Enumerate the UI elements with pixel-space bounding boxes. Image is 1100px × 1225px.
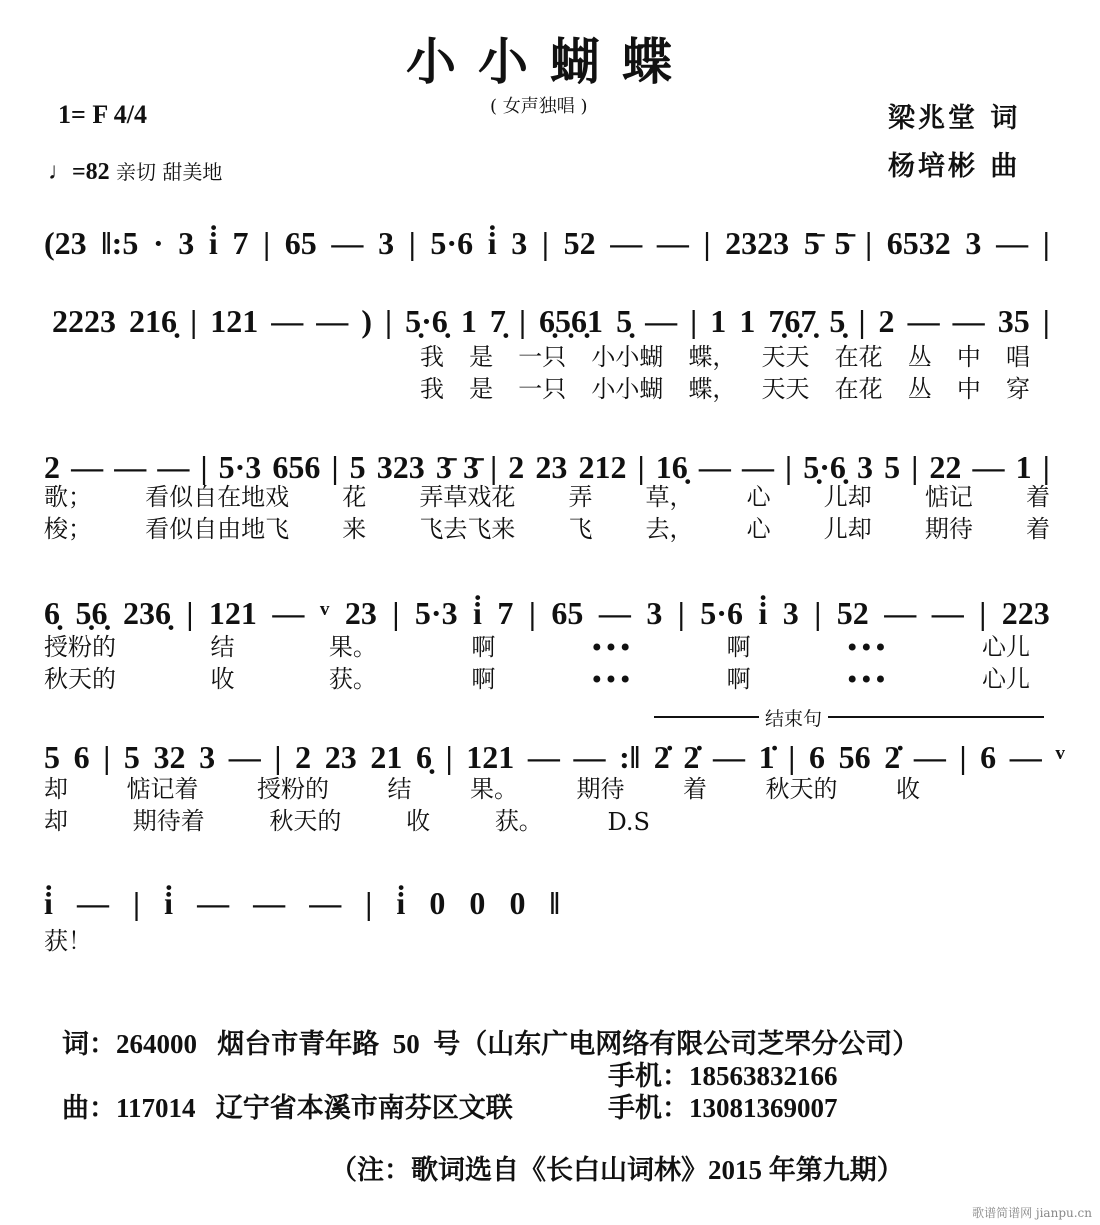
note: 21 bbox=[370, 739, 403, 775]
note: 6̣ bbox=[415, 739, 432, 775]
lyric-syllable: 丛 bbox=[907, 343, 932, 371]
note: | bbox=[365, 885, 373, 921]
note: 2323 bbox=[725, 225, 790, 261]
note: 3 bbox=[782, 595, 799, 631]
note: 223 bbox=[1001, 595, 1050, 631]
note: | bbox=[785, 449, 793, 485]
note: 5 bbox=[123, 739, 140, 775]
performance-type: ( 女声独唱 ) bbox=[490, 96, 588, 117]
note: | bbox=[637, 449, 645, 485]
note: 3̄ bbox=[435, 449, 452, 485]
quarter-note-icon: ♩ bbox=[48, 159, 72, 185]
note: 5 bbox=[884, 449, 901, 485]
lyric-syllable: 飞去飞来 bbox=[419, 515, 516, 543]
note: — bbox=[972, 449, 1005, 485]
lyricist-credit: 梁兆堂 词 bbox=[888, 103, 1021, 134]
note: i̇ bbox=[487, 225, 497, 261]
note: — bbox=[698, 449, 731, 485]
lyric-syllable: 啊 bbox=[726, 665, 751, 693]
note: 6 bbox=[980, 739, 997, 775]
note: 2̇ bbox=[683, 739, 700, 775]
note: 0 bbox=[429, 885, 446, 921]
note: 7̣6̣7̣ bbox=[768, 303, 817, 339]
lyric-syllable: 小小蝴 bbox=[591, 375, 664, 403]
lyric-syllable: 期待 bbox=[924, 515, 973, 543]
lyric-syllable: 获。 bbox=[494, 807, 543, 835]
lyric-syllable: 获。 bbox=[328, 665, 377, 693]
note: 2 bbox=[44, 449, 60, 485]
lyric-syllable: 我 bbox=[420, 375, 444, 403]
tempo-value: =82 bbox=[72, 159, 110, 185]
watermark: 歌谱简谱网 jianpu.cn bbox=[972, 1206, 1092, 1220]
lyrics-verse-1 bbox=[44, 926, 90, 956]
note: — bbox=[1009, 739, 1042, 775]
lyric-syllable: 穿 bbox=[1005, 375, 1030, 403]
lyric-syllable: 果。 bbox=[470, 775, 518, 803]
lyric-syllable: 弄 bbox=[568, 483, 593, 511]
note: — bbox=[573, 739, 606, 775]
note: | bbox=[911, 449, 919, 485]
lyric-syllable: 我 bbox=[420, 343, 444, 371]
note: | bbox=[385, 303, 393, 339]
note: ‖:5 bbox=[101, 225, 139, 261]
lyric-syllable: 收 bbox=[406, 807, 431, 835]
note: 52 bbox=[563, 225, 596, 261]
note: 121 bbox=[208, 595, 257, 631]
note: (23 bbox=[44, 225, 87, 261]
note: | bbox=[858, 303, 866, 339]
note: — bbox=[331, 225, 364, 261]
note: | bbox=[392, 595, 400, 631]
lyric-syllable: 着 bbox=[1025, 483, 1050, 511]
lyric-syllable: 歌； bbox=[44, 483, 92, 511]
note: | bbox=[445, 739, 453, 775]
lyric-syllable: 获！ bbox=[44, 927, 92, 955]
note: 5̄ bbox=[803, 225, 820, 261]
lyric-syllable: ••• bbox=[845, 666, 888, 694]
note: 0 bbox=[469, 885, 486, 921]
note: i̇ bbox=[44, 885, 53, 921]
note: ‖ bbox=[549, 885, 560, 921]
note: — bbox=[309, 885, 342, 921]
note: 6 bbox=[73, 739, 90, 775]
note: | bbox=[1042, 225, 1050, 261]
note: | bbox=[541, 225, 549, 261]
note: | bbox=[490, 449, 498, 485]
note: 6 bbox=[808, 739, 825, 775]
lyric-syllable: ••• bbox=[845, 634, 888, 662]
song-title: 小小蝴蝶 bbox=[406, 32, 694, 91]
composer-address: 曲：117014 辽宁省本溪市南芬区文联 bbox=[62, 1093, 513, 1123]
lyric-syllable: 秋天的 bbox=[269, 807, 342, 835]
lyric-syllable: 儿却 bbox=[823, 515, 872, 543]
note: 121 bbox=[210, 303, 259, 339]
note: 121 bbox=[466, 739, 515, 775]
note: ᵛ bbox=[319, 595, 330, 631]
note: 3 bbox=[965, 225, 982, 261]
note: 5̣·6̣ bbox=[405, 303, 448, 339]
note: — bbox=[741, 449, 774, 485]
note: 5 bbox=[44, 739, 60, 775]
note: — bbox=[71, 449, 104, 485]
note: 2223 bbox=[52, 303, 116, 339]
lyrics-verse-1 bbox=[44, 774, 920, 804]
note: 2 bbox=[508, 449, 525, 485]
lyrics-verse-2 bbox=[44, 514, 1050, 544]
note: 3 bbox=[199, 739, 216, 775]
note: 656 bbox=[272, 449, 321, 485]
key-signature: 1= F 4/4 bbox=[58, 100, 147, 129]
notation-line-4 bbox=[44, 592, 1050, 632]
note: 52 bbox=[836, 595, 869, 631]
note: — bbox=[713, 739, 746, 775]
note: 7̣ bbox=[489, 303, 506, 339]
notation-line-6 bbox=[44, 882, 560, 922]
note: | bbox=[200, 449, 208, 485]
lyric-syllable: 是 bbox=[469, 375, 494, 403]
lyric-syllable: 在花 bbox=[834, 343, 883, 371]
note: 1 bbox=[460, 303, 477, 339]
note: i̇ bbox=[208, 225, 218, 261]
lyric-syllable: 中 bbox=[956, 343, 981, 371]
note: | bbox=[959, 739, 967, 775]
note: 6532 bbox=[886, 225, 951, 261]
note: 3 bbox=[378, 225, 395, 261]
lyric-syllable: 却 bbox=[44, 807, 68, 835]
note: 35 bbox=[997, 303, 1030, 339]
lyric-syllable: 看似自在地戏 bbox=[145, 483, 290, 511]
note: | bbox=[274, 739, 282, 775]
note: — bbox=[645, 303, 678, 339]
note: 3 bbox=[646, 595, 663, 631]
note: :‖ bbox=[619, 739, 641, 775]
lyric-syllable: 唱 bbox=[1005, 343, 1030, 371]
lyric-syllable: 飞 bbox=[568, 515, 593, 543]
lyric-syllable: 一只 bbox=[518, 375, 567, 403]
lyric-syllable: 着 bbox=[683, 775, 707, 803]
lyric-syllable: 心儿 bbox=[982, 665, 1030, 693]
lyric-syllable: 秋天的 bbox=[44, 665, 116, 693]
lyrics-verse-2 bbox=[44, 664, 1030, 694]
note: | bbox=[1042, 449, 1050, 485]
note: 5̣ bbox=[616, 303, 633, 339]
lyric-syllable: 啊 bbox=[471, 665, 496, 693]
notation-line-1 bbox=[44, 222, 1050, 262]
note: — bbox=[272, 595, 305, 631]
lyric-syllable: 惦记 bbox=[924, 483, 973, 511]
note: | bbox=[408, 225, 416, 261]
note: 3 bbox=[178, 225, 195, 261]
lyrics-verse-2 bbox=[44, 806, 650, 836]
lyric-syllable: 授粉的 bbox=[44, 633, 116, 661]
lyric-syllable: ••• bbox=[589, 634, 633, 662]
note: | bbox=[528, 595, 536, 631]
note: — bbox=[114, 449, 147, 485]
note: — bbox=[253, 885, 286, 921]
lyric-syllable: 期待 bbox=[576, 775, 625, 803]
lyricist-phone: 手机：18563832166 bbox=[608, 1061, 838, 1091]
note: — bbox=[228, 739, 261, 775]
lyric-syllable: 结 bbox=[387, 775, 412, 803]
note: ) bbox=[361, 303, 372, 339]
notation-line-2 bbox=[52, 300, 1050, 340]
lyric-syllable: 小小蝴 bbox=[591, 343, 664, 371]
note: 5 bbox=[349, 449, 366, 485]
lyrics-verse-1 bbox=[44, 632, 1030, 662]
note: | bbox=[865, 225, 873, 261]
note: 23 bbox=[344, 595, 377, 631]
lyric-syllable: 收 bbox=[210, 665, 235, 693]
lyric-syllable: 天天 bbox=[761, 343, 810, 371]
note: | bbox=[814, 595, 822, 631]
note: — bbox=[656, 225, 689, 261]
note: 3 bbox=[856, 449, 873, 485]
note: ᵛ bbox=[1055, 739, 1065, 775]
note: — bbox=[197, 885, 230, 921]
expression-mark: 亲切 甜美地 bbox=[116, 160, 223, 184]
lyric-syllable: 授粉的 bbox=[257, 775, 329, 803]
lyric-syllable: 啊 bbox=[726, 633, 751, 661]
note: | bbox=[190, 303, 198, 339]
note: 23 bbox=[324, 739, 357, 775]
lyric-syllable: 结 bbox=[210, 633, 235, 661]
note: 2̇ bbox=[884, 739, 901, 775]
note: | bbox=[186, 595, 194, 631]
note: 23 bbox=[535, 449, 568, 485]
note: 3̄ bbox=[462, 449, 479, 485]
note: 236̣ bbox=[122, 595, 171, 631]
note: 1 bbox=[1015, 449, 1032, 485]
lyric-syllable: ••• bbox=[589, 666, 633, 694]
note: 216̣ bbox=[129, 303, 178, 339]
note: — bbox=[271, 303, 304, 339]
note: 5·6 bbox=[700, 595, 743, 631]
lyric-syllable: 去， bbox=[645, 515, 694, 543]
note: 65 bbox=[551, 595, 584, 631]
lyric-syllable: 来 bbox=[342, 515, 367, 543]
lyric-syllable: 看似自由地飞 bbox=[145, 515, 290, 543]
note: 6̣ bbox=[44, 595, 60, 631]
note: — bbox=[996, 225, 1029, 261]
note: i̇ bbox=[164, 885, 174, 921]
note: 5̄ bbox=[834, 225, 851, 261]
note: 3 bbox=[511, 225, 528, 261]
note: i̇ bbox=[758, 595, 768, 631]
note: 5·3 bbox=[218, 449, 262, 485]
note: 5̣·6̣ bbox=[803, 449, 846, 485]
note: | bbox=[103, 739, 111, 775]
note: | bbox=[703, 225, 711, 261]
tempo bbox=[48, 156, 222, 186]
note: | bbox=[518, 303, 526, 339]
note: 5̣6̣ bbox=[75, 595, 108, 631]
lyric-syllable: 秋天的 bbox=[765, 775, 838, 803]
lyric-syllable: 一只 bbox=[518, 343, 567, 371]
note: 0 bbox=[509, 885, 526, 921]
note: | bbox=[1042, 303, 1050, 339]
note: — bbox=[952, 303, 985, 339]
lyric-syllable: 丛 bbox=[907, 375, 932, 403]
lyric-syllable: 天天 bbox=[761, 375, 810, 403]
lyric-syllable: 中 bbox=[956, 375, 981, 403]
lyric-syllable: 儿却 bbox=[823, 483, 872, 511]
lyric-syllable: 啊 bbox=[471, 633, 496, 661]
note: | bbox=[331, 449, 339, 485]
note: 7 bbox=[232, 225, 249, 261]
note: 32 bbox=[153, 739, 186, 775]
note: 1 bbox=[739, 303, 756, 339]
note: 1 bbox=[710, 303, 727, 339]
note: i̇ bbox=[473, 595, 482, 631]
note: — bbox=[931, 595, 964, 631]
lyric-syllable: 弄草戏花 bbox=[419, 483, 516, 511]
ending-bracket bbox=[654, 708, 1044, 732]
note: 212 bbox=[578, 449, 627, 485]
lyric-syllable: 心 bbox=[746, 483, 771, 511]
lyric-syllable: 蝶， bbox=[688, 343, 737, 371]
note: 5·3 bbox=[414, 595, 458, 631]
lyrics-verse-1 bbox=[420, 342, 1030, 372]
note: 2 bbox=[295, 739, 312, 775]
composer-phone: 手机：13081369007 bbox=[608, 1093, 838, 1123]
note: 56 bbox=[838, 739, 871, 775]
lyric-syllable: 在花 bbox=[834, 375, 883, 403]
lyric-syllable: 果。 bbox=[328, 633, 377, 661]
lyricist-address: 词：264000 烟台市青年路 50 号（山东广电网络有限公司芝罘分公司） bbox=[62, 1029, 920, 1059]
lyric-syllable: 心儿 bbox=[982, 633, 1030, 661]
note: — bbox=[527, 739, 560, 775]
note: | bbox=[788, 739, 796, 775]
ending-label: 结束句 bbox=[759, 704, 828, 731]
lyric-syllable: 收 bbox=[896, 775, 920, 803]
note: | bbox=[979, 595, 987, 631]
note: | bbox=[263, 225, 271, 261]
note: — bbox=[157, 449, 190, 485]
note: | bbox=[133, 885, 141, 921]
lyric-syllable: 草， bbox=[645, 483, 694, 511]
lyrics-verse-2 bbox=[420, 374, 1030, 404]
lyric-syllable: 惦记着 bbox=[126, 775, 199, 803]
lyric-syllable: 花 bbox=[342, 483, 367, 511]
lyric-syllable: 着 bbox=[1025, 515, 1050, 543]
composer-credit: 杨培彬 曲 bbox=[888, 151, 1021, 182]
note: | bbox=[690, 303, 698, 339]
note: — bbox=[610, 225, 643, 261]
note: — bbox=[76, 885, 109, 921]
note: 1̇ bbox=[758, 739, 775, 775]
note: — bbox=[907, 303, 940, 339]
note: 22 bbox=[929, 449, 962, 485]
note: 16̣ bbox=[655, 449, 688, 485]
lyric-syllable: 蝶， bbox=[688, 375, 737, 403]
lyric-syllable: 是 bbox=[469, 343, 494, 371]
note: 2 bbox=[878, 303, 895, 339]
note: 6̣5̣6̣1 bbox=[539, 303, 604, 339]
note: | bbox=[677, 595, 685, 631]
lyric-syllable: 梭； bbox=[44, 515, 92, 543]
lyric-syllable: 却 bbox=[44, 775, 68, 803]
lyrics-verse-1 bbox=[44, 482, 1050, 512]
lyric-syllable: 心 bbox=[746, 515, 771, 543]
note: 5·6 bbox=[430, 225, 474, 261]
note: — bbox=[913, 739, 946, 775]
note: 323 bbox=[376, 449, 425, 485]
source-note: （注：歌词选自《长白山词林》2015 年第九期） bbox=[330, 1155, 904, 1185]
note: — bbox=[598, 595, 631, 631]
note: — bbox=[316, 303, 349, 339]
note: 7 bbox=[497, 595, 514, 631]
note: · bbox=[152, 225, 164, 261]
note: 65 bbox=[284, 225, 317, 261]
note: 5̣ bbox=[829, 303, 846, 339]
note: 2̇ bbox=[653, 739, 670, 775]
note: i̇ bbox=[396, 885, 406, 921]
lyric-syllable: 期待着 bbox=[132, 807, 205, 835]
note: — bbox=[884, 595, 917, 631]
lyric-syllable: D.S bbox=[607, 808, 650, 836]
